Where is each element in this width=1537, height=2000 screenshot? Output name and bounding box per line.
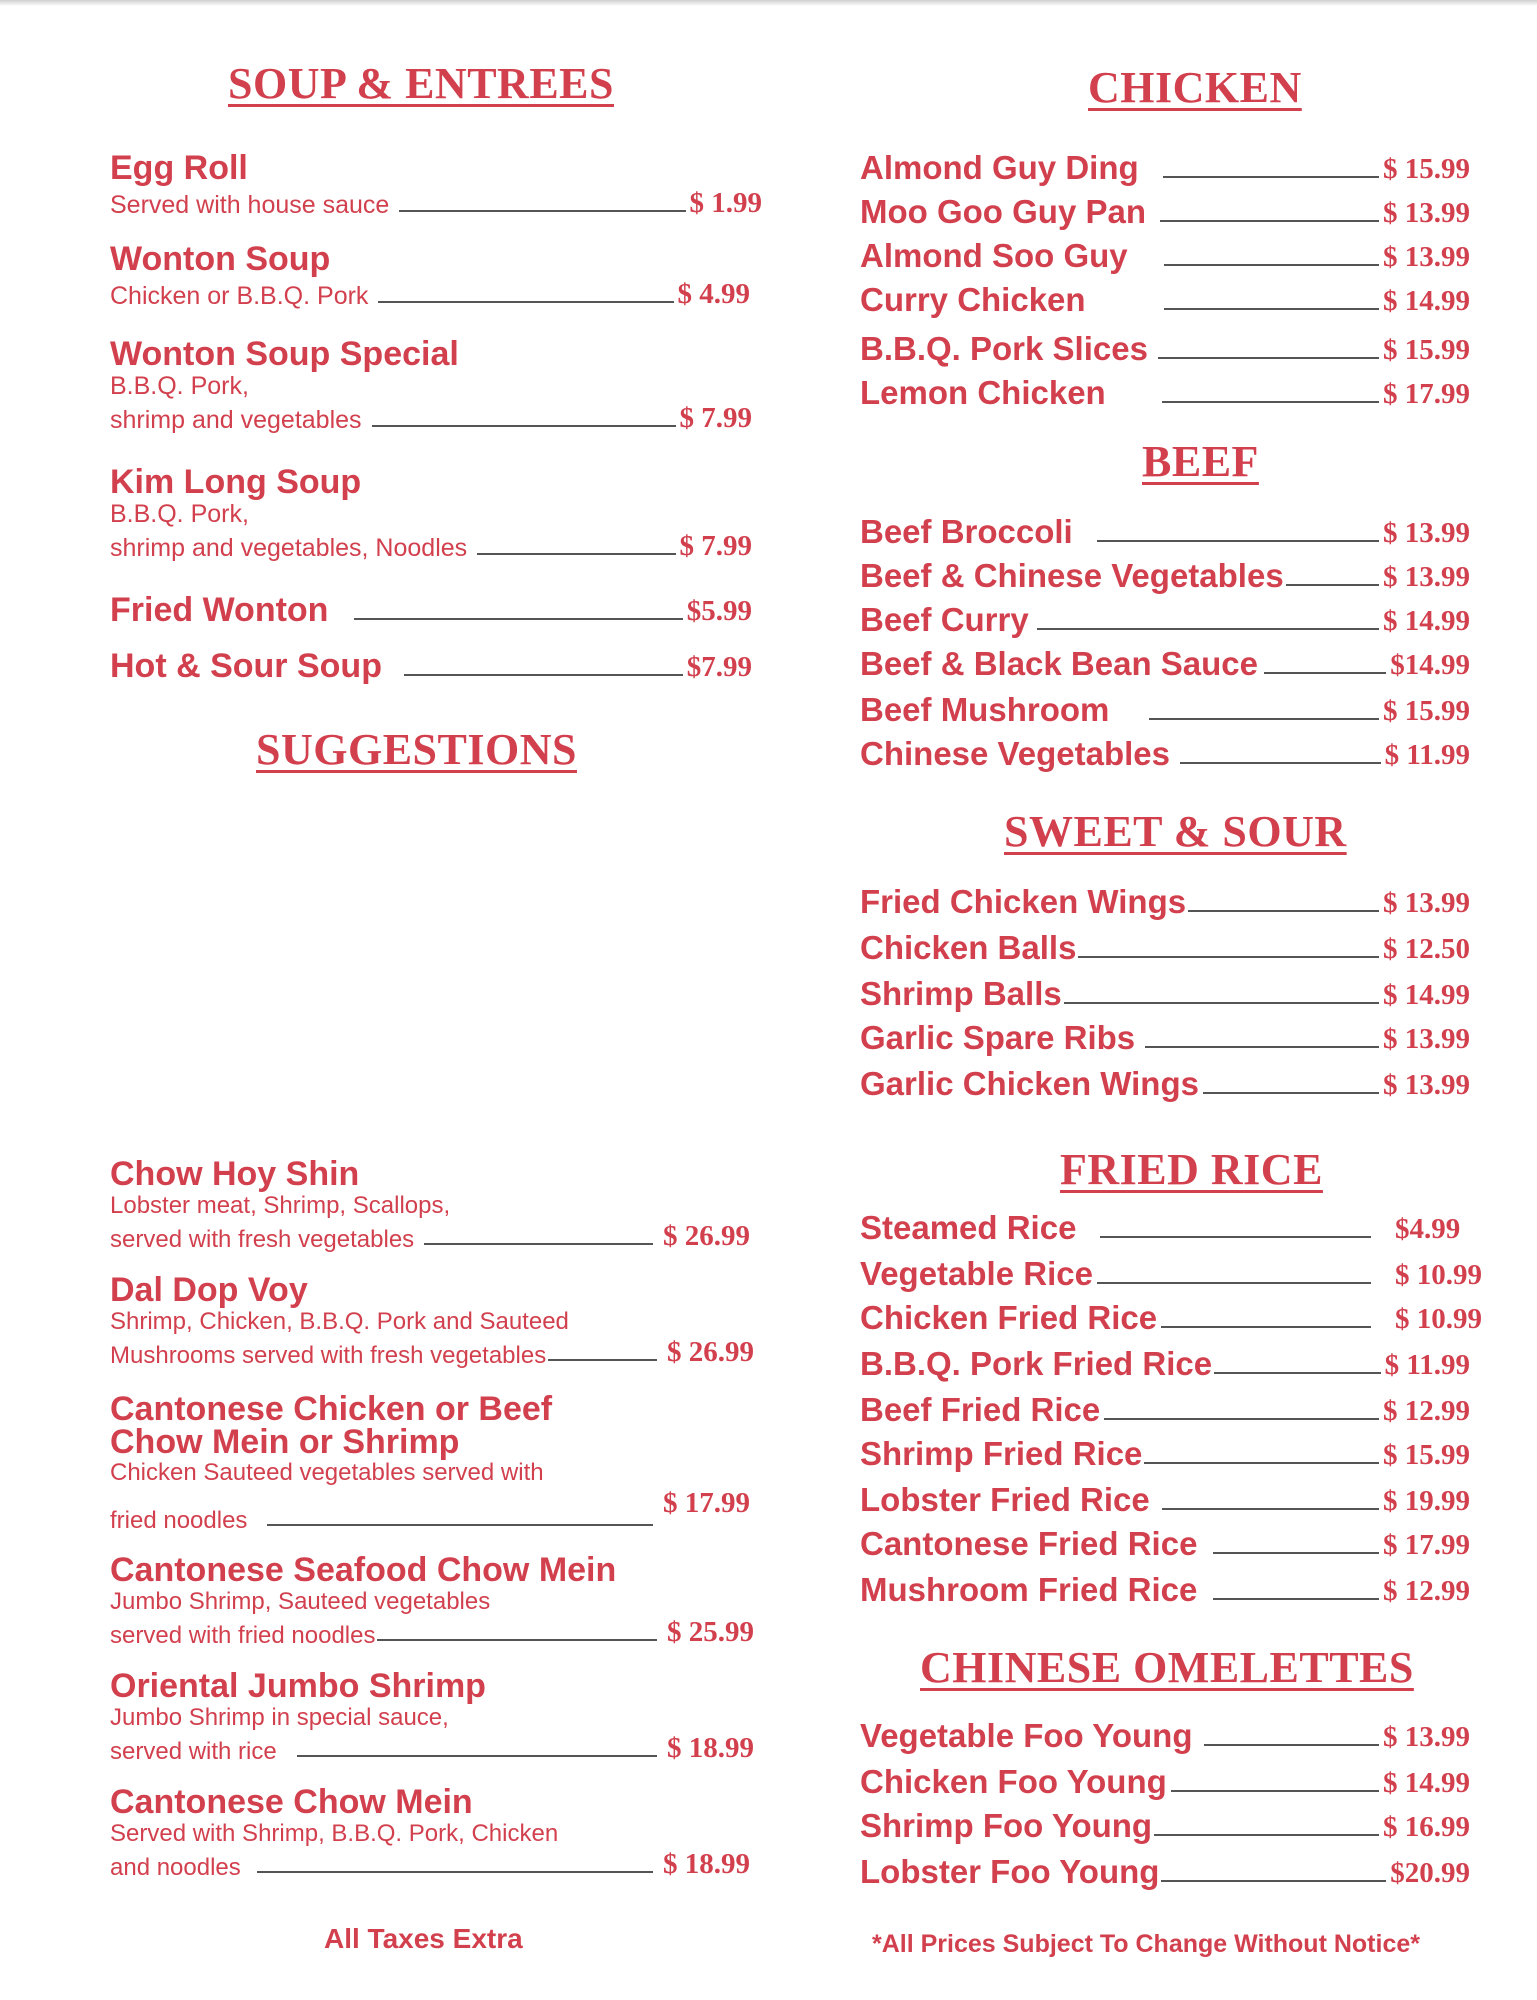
leader-line <box>1154 1834 1379 1836</box>
leader-line <box>399 210 685 212</box>
leader-line <box>1064 1002 1379 1004</box>
item-name: Beef & Black Bean Sauce <box>860 645 1259 682</box>
leader-line <box>1160 220 1379 222</box>
item-price: $ 1.99 <box>689 187 762 219</box>
leader-line <box>1162 401 1379 403</box>
item-price: $ 14.99 <box>1383 285 1470 317</box>
item-name: Hot & Sour Soup <box>110 647 382 685</box>
item-price: $ 12.50 <box>1383 933 1470 965</box>
item-price: $5.99 <box>686 595 752 627</box>
item-desc: B.B.Q. Pork, <box>110 372 249 400</box>
leader-line <box>1145 1046 1379 1048</box>
item-name: Cantonese Seafood Chow Mein <box>110 1551 617 1589</box>
menu-item <box>860 1718 1470 1754</box>
menu-item <box>110 150 762 220</box>
leader-line <box>1097 1282 1371 1284</box>
item-price: $ 17.99 <box>1383 1529 1470 1561</box>
item-name: Garlic Spare Ribs <box>860 1019 1136 1056</box>
item-price: $ 14.99 <box>1383 979 1470 1011</box>
leader-line <box>1161 1880 1386 1882</box>
menu-item <box>860 1436 1470 1472</box>
item-price: $ 13.99 <box>1383 517 1470 549</box>
item-price: $ 15.99 <box>1383 334 1470 366</box>
menu-item <box>110 241 750 311</box>
menu-item <box>860 1764 1470 1800</box>
menu-item <box>860 692 1470 728</box>
leader-line <box>1097 540 1379 542</box>
menu-item <box>110 1390 750 1534</box>
item-name: Shrimp Balls <box>860 975 1062 1012</box>
item-name: Shrimp Foo Young <box>860 1807 1153 1844</box>
menu-item <box>860 514 1470 550</box>
menu-item <box>110 648 752 684</box>
chicken-heading: CHICKEN <box>1088 63 1302 112</box>
item-name: Dal Dop Voy <box>110 1271 308 1309</box>
item-price: $ 13.99 <box>1383 1023 1470 1055</box>
leader-line <box>1162 1508 1379 1510</box>
menu-item <box>860 646 1470 682</box>
item-name: B.B.Q. Pork Slices <box>860 330 1148 367</box>
item-desc: Served with house sauce <box>110 191 390 219</box>
item-price: $14.99 <box>1390 649 1470 681</box>
menu-item <box>860 238 1470 274</box>
leader-line <box>548 1359 657 1361</box>
leader-line <box>1158 357 1379 359</box>
item-price: $ 11.99 <box>1384 739 1470 771</box>
menu-item <box>860 1020 1470 1056</box>
item-price: $ 14.99 <box>1383 1767 1470 1799</box>
item-name: Lobster Foo Young <box>860 1853 1160 1890</box>
menu-item <box>860 375 1470 411</box>
menu-item <box>860 1256 1490 1292</box>
item-price: $ 12.99 <box>1383 1395 1470 1427</box>
menu-item <box>860 282 1470 318</box>
leader-line <box>1149 718 1379 720</box>
menu-item <box>860 331 1470 367</box>
menu-item <box>110 1668 754 1765</box>
leader-line <box>377 1639 657 1641</box>
item-name: Shrimp Fried Rice <box>860 1435 1143 1472</box>
item-name: Chicken Foo Young <box>860 1763 1167 1800</box>
item-name: Vegetable Rice <box>860 1255 1093 1292</box>
soup-entrees-heading: SOUP & ENTREES <box>228 59 614 108</box>
item-desc: Mushrooms served with fresh vegetables <box>110 1342 547 1369</box>
item-desc: shrimp and vegetables, Noodles <box>110 534 468 562</box>
item-price: $ 26.99 <box>663 1220 750 1252</box>
leader-line <box>267 1524 653 1526</box>
item-name: Wonton Soup Special <box>110 335 459 373</box>
leader-line <box>354 618 682 620</box>
leader-line <box>1078 956 1379 958</box>
leader-line <box>1180 762 1381 764</box>
item-price: $ 13.99 <box>1383 1069 1470 1101</box>
menu-item <box>110 1156 750 1253</box>
item-price: $ 13.99 <box>1383 1721 1470 1753</box>
menu-item <box>860 602 1470 638</box>
item-name: Almond Guy Ding <box>860 149 1139 186</box>
item-price: $ 16.99 <box>1383 1811 1470 1843</box>
menu-item <box>860 1300 1490 1336</box>
item-price: $ 26.99 <box>667 1336 754 1368</box>
menu-item <box>110 1272 754 1369</box>
item-price: $ 17.99 <box>1383 378 1470 410</box>
item-name: Mushroom Fried Rice <box>860 1571 1198 1608</box>
item-name: Kim Long Soup <box>110 463 362 501</box>
item-price: $ 25.99 <box>667 1616 754 1648</box>
menu-item <box>860 194 1470 230</box>
leader-line <box>257 1871 653 1873</box>
leader-line <box>1144 1462 1379 1464</box>
item-desc: served with fried noodles <box>110 1622 376 1649</box>
item-price: $ 13.99 <box>1383 887 1470 919</box>
menu-item <box>860 1482 1470 1518</box>
chinese-omelettes-heading: CHINESE OMELETTES <box>920 1643 1414 1692</box>
menu-item <box>110 1784 750 1881</box>
leader-line <box>1203 1092 1379 1094</box>
menu-item <box>110 336 752 435</box>
menu-item <box>860 884 1470 920</box>
item-name: Chicken Balls <box>860 929 1077 966</box>
suggestions-heading: SUGGESTIONS <box>256 725 577 774</box>
item-price: $ 18.99 <box>663 1848 750 1880</box>
leader-line <box>477 553 675 555</box>
item-name: Chicken Fried Rice <box>860 1299 1158 1336</box>
item-name: Beef Broccoli <box>860 513 1073 550</box>
taxes-note: All Taxes Extra <box>324 1923 523 1954</box>
item-name: Oriental Jumbo Shrimp <box>110 1667 486 1705</box>
menu-item <box>860 558 1470 594</box>
menu-item <box>860 1572 1470 1608</box>
item-name: Cantonese Chow Mein <box>110 1783 473 1821</box>
fried-rice-heading: FRIED RICE <box>1060 1145 1323 1194</box>
item-price: $ 15.99 <box>1383 1439 1470 1471</box>
leader-line <box>378 301 673 303</box>
leader-line <box>1171 1790 1379 1792</box>
menu-item <box>860 1854 1470 1890</box>
item-price: $ 19.99 <box>1383 1485 1470 1517</box>
item-name: Cantonese Fried Rice <box>860 1525 1198 1562</box>
leader-line <box>1188 910 1379 912</box>
item-desc: Shrimp, Chicken, B.B.Q. Pork and Sauteed <box>110 1308 569 1335</box>
leader-line <box>1286 584 1379 586</box>
item-price: $ 12.99 <box>1383 1575 1470 1607</box>
item-price: $ 4.99 <box>677 278 750 310</box>
item-desc: B.B.Q. Pork, <box>110 500 249 528</box>
leader-line <box>1264 672 1386 674</box>
leader-line <box>1100 1236 1371 1238</box>
item-price: $ 7.99 <box>679 530 752 562</box>
leader-line <box>1161 1326 1371 1328</box>
item-price: $ 14.99 <box>1383 605 1470 637</box>
item-name: Lobster Fried Rice <box>860 1481 1150 1518</box>
item-desc: served with rice <box>110 1738 277 1765</box>
leader-line <box>404 674 683 676</box>
item-desc: and noodles <box>110 1854 241 1881</box>
menu-item <box>860 1526 1470 1562</box>
beef-heading: BEEF <box>1142 437 1259 486</box>
item-price: $ 10.99 <box>1395 1259 1482 1291</box>
menu-item <box>860 1392 1470 1428</box>
item-name: Moo Goo Guy Pan <box>860 193 1146 230</box>
item-name: Almond Soo Guy <box>860 237 1128 274</box>
leader-line <box>1213 1552 1379 1554</box>
item-desc: Chicken Sauteed vegetables served with <box>110 1459 544 1486</box>
sweet-sour-heading: SWEET & SOUR <box>1004 807 1347 856</box>
menu-item <box>110 592 752 628</box>
item-name: Wonton Soup <box>110 240 331 278</box>
leader-line <box>1164 308 1379 310</box>
item-name: Beef Fried Rice <box>860 1391 1101 1428</box>
item-desc: Served with Shrimp, B.B.Q. Pork, Chicken <box>110 1820 559 1847</box>
leader-line <box>1213 1598 1379 1600</box>
leader-line <box>1214 1372 1381 1374</box>
item-name: Vegetable Foo Young <box>860 1717 1193 1754</box>
leader-line <box>1163 176 1379 178</box>
item-price: $ 11.99 <box>1384 1349 1470 1381</box>
item-name: Beef & Chinese Vegetables <box>860 557 1284 594</box>
item-price: $ 13.99 <box>1383 561 1470 593</box>
item-name: B.B.Q. Pork Fried Rice <box>860 1345 1213 1382</box>
item-name: Beef Curry <box>860 601 1029 638</box>
item-name: Chow Hoy Shin <box>110 1155 360 1193</box>
menu-item <box>110 464 752 563</box>
item-name: Beef Mushroom <box>860 691 1110 728</box>
item-desc: fried noodles <box>110 1507 248 1534</box>
item-desc: Chicken or B.B.Q. Pork <box>110 282 369 310</box>
leader-line <box>1104 1418 1379 1420</box>
item-name: Egg Roll <box>110 149 248 187</box>
item-name: Cantonese Chicken or Beef <box>110 1390 553 1428</box>
item-name: Chow Mein or Shrimp <box>110 1423 460 1461</box>
item-price: $ 10.99 <box>1395 1303 1482 1335</box>
item-price: $7.99 <box>686 651 752 683</box>
menu-item <box>860 1066 1470 1102</box>
item-price: $ 17.99 <box>663 1487 750 1519</box>
item-price: $20.99 <box>1390 1857 1470 1889</box>
item-desc: served with fresh vegetables <box>110 1226 415 1253</box>
page-edge <box>0 0 1537 6</box>
price-notice: *All Prices Subject To Change Without Notice* <box>872 1930 1420 1958</box>
menu-item <box>860 930 1470 966</box>
leader-line <box>297 1755 657 1757</box>
item-name: Curry Chicken <box>860 281 1086 318</box>
item-price: $4.99 <box>1395 1213 1461 1245</box>
menu-item <box>860 976 1470 1012</box>
item-price: $ 13.99 <box>1383 241 1470 273</box>
item-name: Chinese Vegetables <box>860 735 1170 772</box>
item-price: $ 15.99 <box>1383 153 1470 185</box>
item-name: Steamed Rice <box>860 1209 1077 1246</box>
item-price: $ 15.99 <box>1383 695 1470 727</box>
item-price: $ 18.99 <box>667 1732 754 1764</box>
item-desc: Jumbo Shrimp in special sauce, <box>110 1704 449 1731</box>
menu-item <box>860 150 1470 186</box>
leader-line <box>1164 264 1379 266</box>
item-price: $ 7.99 <box>679 402 752 434</box>
item-name: Lemon Chicken <box>860 374 1106 411</box>
item-name: Fried Wonton <box>110 591 329 629</box>
item-name: Garlic Chicken Wings <box>860 1065 1199 1102</box>
item-desc: Lobster meat, Shrimp, Scallops, <box>110 1192 451 1219</box>
leader-line <box>1037 628 1379 630</box>
leader-line <box>424 1243 653 1245</box>
item-desc: Jumbo Shrimp, Sauteed vegetables <box>110 1588 491 1615</box>
item-desc: shrimp and vegetables <box>110 406 362 434</box>
menu-item <box>860 1346 1470 1382</box>
menu-item <box>860 1808 1470 1844</box>
menu-item <box>110 1552 754 1649</box>
leader-line <box>372 425 676 427</box>
item-name: Fried Chicken Wings <box>860 883 1187 920</box>
menu-item <box>860 736 1470 772</box>
leader-line <box>1204 1744 1379 1746</box>
menu-item <box>860 1210 1490 1246</box>
item-price: $ 13.99 <box>1383 197 1470 229</box>
